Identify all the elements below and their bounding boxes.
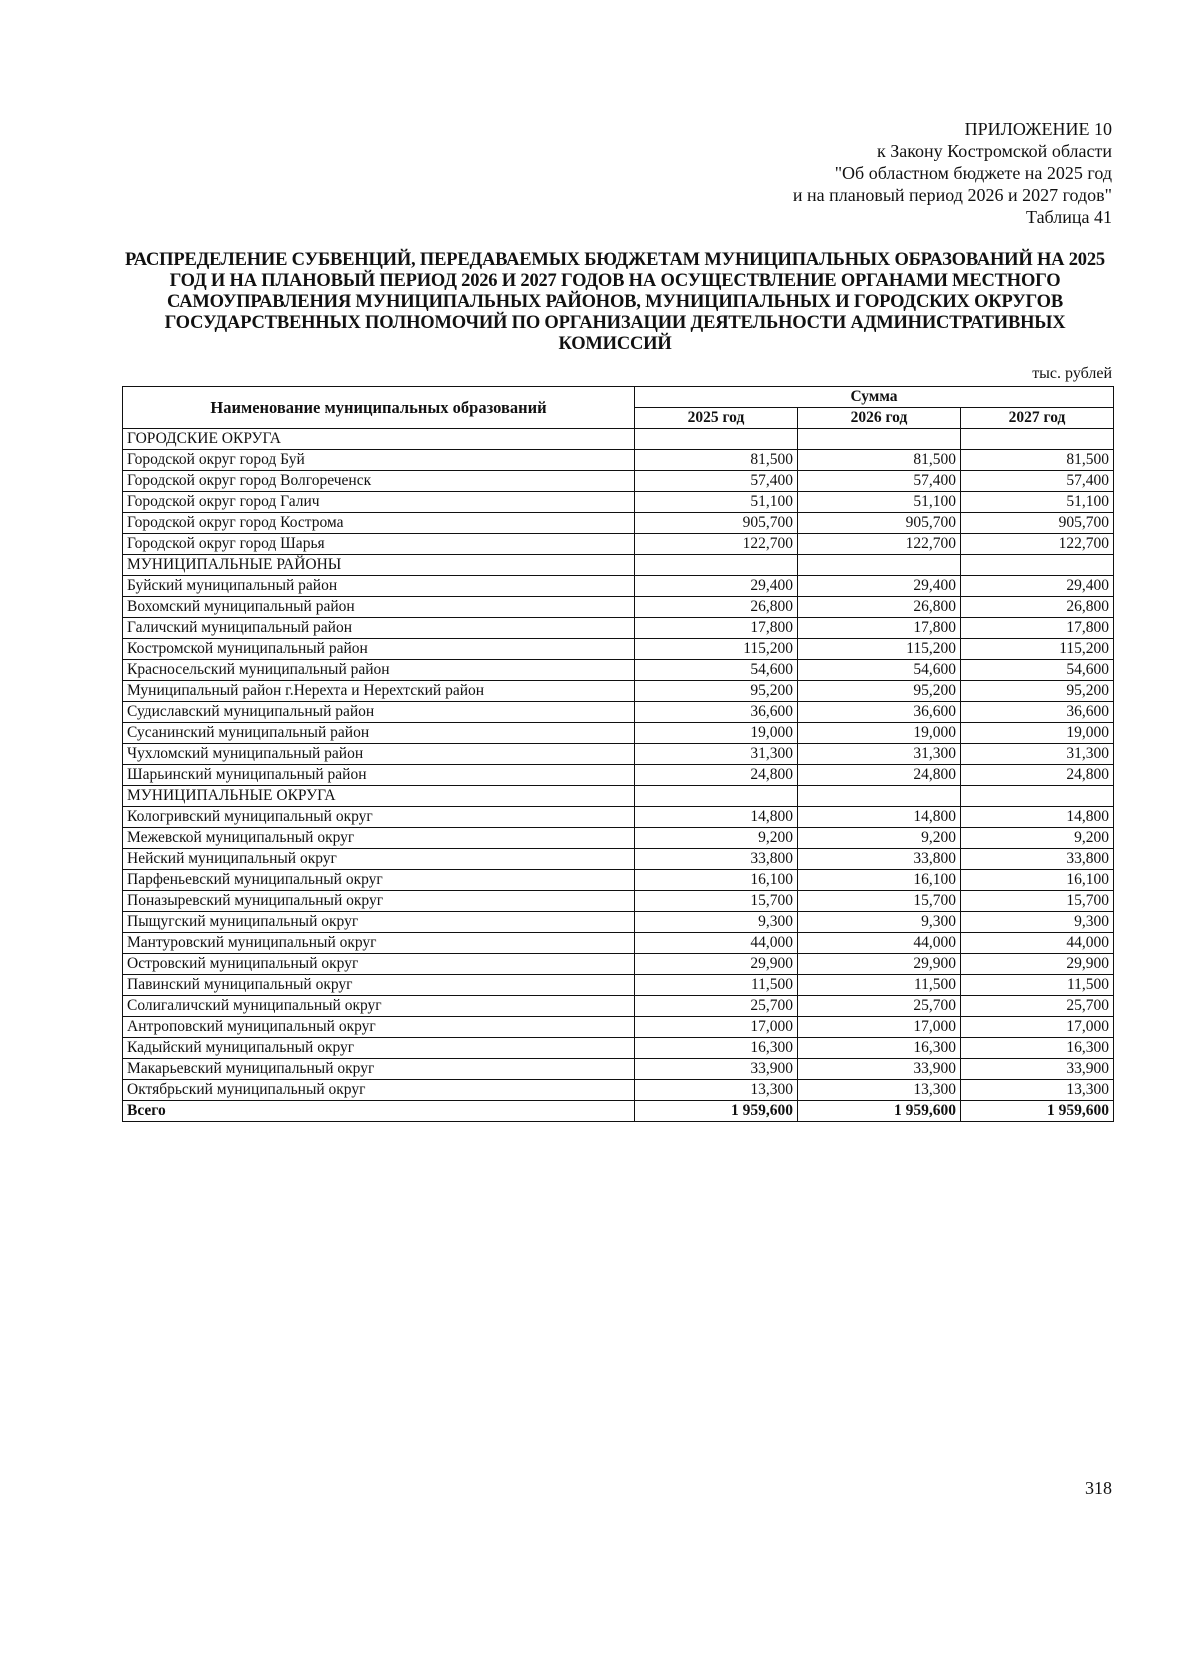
amount-2027: 905,700 — [961, 513, 1114, 534]
amount-2027: 122,700 — [961, 534, 1114, 555]
municipality-name: Антроповский муниципальный округ — [123, 1017, 635, 1038]
table-row — [123, 744, 1114, 765]
amount-2027: 29,900 — [961, 954, 1114, 975]
amount-2027: 29,400 — [961, 576, 1114, 597]
table-row — [123, 828, 1114, 849]
municipality-name: Поназыревский муниципальный округ — [123, 891, 635, 912]
amount-2025 — [635, 555, 798, 576]
amount-2025: 81,500 — [635, 450, 798, 471]
table-body — [123, 429, 1114, 1122]
municipality-name: Городской округ город Галич — [123, 492, 635, 513]
table-row — [123, 975, 1114, 996]
amount-2027: 15,700 — [961, 891, 1114, 912]
table-row — [123, 891, 1114, 912]
table-row — [123, 492, 1114, 513]
municipality-name: Вохомский муниципальный район — [123, 597, 635, 618]
amount-2025: 16,300 — [635, 1038, 798, 1059]
amount-2027: 36,600 — [961, 702, 1114, 723]
table-row — [123, 597, 1114, 618]
appendix-header — [793, 118, 1112, 228]
amount-2026: 25,700 — [798, 996, 961, 1017]
table-row — [123, 639, 1114, 660]
amount-2026: 57,400 — [798, 471, 961, 492]
amount-2026: 44,000 — [798, 933, 961, 954]
municipality-name: Сусанинский муниципальный район — [123, 723, 635, 744]
municipality-name: Пыщугский муниципальный округ — [123, 912, 635, 933]
table-row — [123, 618, 1114, 639]
municipality-name: Шарьинский муниципальный район — [123, 765, 635, 786]
amount-2027: 11,500 — [961, 975, 1114, 996]
amount-2025: 15,700 — [635, 891, 798, 912]
amount-2027 — [961, 555, 1114, 576]
amount-2025: 31,300 — [635, 744, 798, 765]
amount-2027 — [961, 429, 1114, 450]
table-row — [123, 933, 1114, 954]
amount-2025: 14,800 — [635, 807, 798, 828]
amount-2027: 54,600 — [961, 660, 1114, 681]
amount-2026: 51,100 — [798, 492, 961, 513]
municipality-name: Павинский муниципальный округ — [123, 975, 635, 996]
amount-2025: 11,500 — [635, 975, 798, 996]
table-row — [123, 954, 1114, 975]
amount-2025: 54,600 — [635, 660, 798, 681]
municipality-name: Костромской муниципальный район — [123, 639, 635, 660]
amount-2025: 1 959,600 — [635, 1101, 798, 1122]
amount-2025: 36,600 — [635, 702, 798, 723]
amount-2026: 15,700 — [798, 891, 961, 912]
municipality-name: Городской округ город Шарья — [123, 534, 635, 555]
amount-2026: 9,200 — [798, 828, 961, 849]
amount-2027: 95,200 — [961, 681, 1114, 702]
amount-2026: 81,500 — [798, 450, 961, 471]
amount-2025: 26,800 — [635, 597, 798, 618]
column-header-2026: 2026 год — [798, 408, 961, 429]
amount-2025 — [635, 786, 798, 807]
section-row — [123, 786, 1114, 807]
subsidy-table — [122, 386, 1114, 1122]
amount-2027: 44,000 — [961, 933, 1114, 954]
amount-2025: 122,700 — [635, 534, 798, 555]
amount-2026: 95,200 — [798, 681, 961, 702]
municipality-name: Мантуровский муниципальный округ — [123, 933, 635, 954]
amount-2026: 31,300 — [798, 744, 961, 765]
municipality-name: Кологривский муниципальный округ — [123, 807, 635, 828]
amount-2025: 29,900 — [635, 954, 798, 975]
municipality-name: Нейский муниципальный округ — [123, 849, 635, 870]
municipality-name: Парфеньевский муниципальный округ — [123, 870, 635, 891]
table-row — [123, 681, 1114, 702]
table-row — [123, 1059, 1114, 1080]
amount-2026: 17,000 — [798, 1017, 961, 1038]
amount-2027: 31,300 — [961, 744, 1114, 765]
amount-2026: 1 959,600 — [798, 1101, 961, 1122]
table-row — [123, 702, 1114, 723]
amount-2026: 16,100 — [798, 870, 961, 891]
amount-2026: 17,800 — [798, 618, 961, 639]
amount-2027: 24,800 — [961, 765, 1114, 786]
amount-2025: 16,100 — [635, 870, 798, 891]
amount-2026: 29,900 — [798, 954, 961, 975]
total-row — [123, 1101, 1114, 1122]
amount-2027: 26,800 — [961, 597, 1114, 618]
column-header-name: Наименование муниципальных образований — [123, 387, 635, 429]
amount-2025: 17,800 — [635, 618, 798, 639]
municipality-name: Макарьевский муниципальный округ — [123, 1059, 635, 1080]
section-label: ГОРОДСКИЕ ОКРУГА — [123, 429, 635, 450]
amount-2025: 29,400 — [635, 576, 798, 597]
amount-2027: 81,500 — [961, 450, 1114, 471]
table-row — [123, 807, 1114, 828]
law-reference: к Закону Костромской области — [876, 141, 1112, 161]
amount-2027: 17,800 — [961, 618, 1114, 639]
amount-2027: 57,400 — [961, 471, 1114, 492]
amount-2025 — [635, 429, 798, 450]
amount-2025: 51,100 — [635, 492, 798, 513]
amount-2025: 9,300 — [635, 912, 798, 933]
column-header-2027: 2027 год — [961, 408, 1114, 429]
amount-2026: 33,900 — [798, 1059, 961, 1080]
amount-2025: 57,400 — [635, 471, 798, 492]
law-title-line-2: и на плановый период 2026 и 2027 годов" — [792, 185, 1112, 205]
municipality-name: Галичский муниципальный район — [123, 618, 635, 639]
amount-2027 — [961, 786, 1114, 807]
appendix-label: ПРИЛОЖЕНИЕ 10 — [964, 119, 1112, 139]
document-title: РАСПРЕДЕЛЕНИЕ СУБВЕНЦИЙ, ПЕРЕДАВАЕМЫХ БЮДЖЕТАМ МУНИЦИПАЛЬНЫХ ОБРАЗОВАНИЙ НА 2025 ГОД И НА ПЛАНОВЫЙ ПЕРИОД 2026 И 2027 ГОДОВ НА ОСУЩЕСТВЛЕНИЕ ОРГАНАМИ МЕСТНОГО САМОУПРАВЛЕНИЯ МУНИЦИПАЛЬНЫХ РАЙОНОВ, МУНИЦИПАЛЬНЫХ И ГОРОДСКИХ ОКРУГОВ ГОСУДАРСТВЕННЫХ ПОЛНОМОЧИЙ ПО ОРГАНИЗАЦИИ ДЕЯТЕЛЬНОСТИ АДМИНИСТРАТИВНЫХ КОМИССИЙ — [125, 250, 1105, 354]
units-label: тыс. рублей — [1032, 365, 1112, 382]
amount-2026: 122,700 — [798, 534, 961, 555]
municipality-name: Буйский муниципальный район — [123, 576, 635, 597]
table-row — [123, 1038, 1114, 1059]
amount-2025: 33,900 — [635, 1059, 798, 1080]
amount-2026 — [798, 786, 961, 807]
amount-2027: 19,000 — [961, 723, 1114, 744]
amount-2027: 17,000 — [961, 1017, 1114, 1038]
amount-2025: 24,800 — [635, 765, 798, 786]
amount-2027: 33,900 — [961, 1059, 1114, 1080]
amount-2026: 11,500 — [798, 975, 961, 996]
table-row — [123, 471, 1114, 492]
table-row — [123, 450, 1114, 471]
section-row — [123, 429, 1114, 450]
amount-2026: 14,800 — [798, 807, 961, 828]
amount-2025: 95,200 — [635, 681, 798, 702]
amount-2025: 25,700 — [635, 996, 798, 1017]
amount-2026: 26,800 — [798, 597, 961, 618]
table-row — [123, 723, 1114, 744]
amount-2026: 24,800 — [798, 765, 961, 786]
amount-2026 — [798, 555, 961, 576]
column-header-sum: Сумма — [635, 387, 1114, 408]
municipality-name: Межевской муниципальный округ — [123, 828, 635, 849]
table-row — [123, 996, 1114, 1017]
amount-2027: 16,100 — [961, 870, 1114, 891]
amount-2026: 13,300 — [798, 1080, 961, 1101]
table-row — [123, 576, 1114, 597]
amount-2027: 1 959,600 — [961, 1101, 1114, 1122]
section-label: МУНИЦИПАЛЬНЫЕ ОКРУГА — [123, 786, 635, 807]
table-row — [123, 870, 1114, 891]
amount-2026: 905,700 — [798, 513, 961, 534]
section-row — [123, 555, 1114, 576]
amount-2026 — [798, 429, 961, 450]
amount-2027: 14,800 — [961, 807, 1114, 828]
municipality-name: Судиславский муниципальный район — [123, 702, 635, 723]
amount-2026: 9,300 — [798, 912, 961, 933]
amount-2027: 25,700 — [961, 996, 1114, 1017]
municipality-name: Кадыйский муниципальный округ — [123, 1038, 635, 1059]
table-row — [123, 1080, 1114, 1101]
municipality-name: Всего — [123, 1101, 635, 1122]
amount-2027: 115,200 — [961, 639, 1114, 660]
amount-2026: 19,000 — [798, 723, 961, 744]
amount-2026: 33,800 — [798, 849, 961, 870]
amount-2027: 9,200 — [961, 828, 1114, 849]
amount-2026: 115,200 — [798, 639, 961, 660]
table-row — [123, 849, 1114, 870]
municipality-name: Городской округ город Волгореченск — [123, 471, 635, 492]
amount-2026: 36,600 — [798, 702, 961, 723]
municipality-name: Солигаличский муниципальный округ — [123, 996, 635, 1017]
amount-2025: 905,700 — [635, 513, 798, 534]
table-row — [123, 660, 1114, 681]
table-row — [123, 1017, 1114, 1038]
amount-2025: 9,200 — [635, 828, 798, 849]
table-row — [123, 513, 1114, 534]
law-title-line-1: "Об областном бюджете на 2025 год — [834, 163, 1112, 183]
amount-2027: 33,800 — [961, 849, 1114, 870]
table-row — [123, 765, 1114, 786]
table-number: Таблица 41 — [1026, 207, 1112, 227]
municipality-name: Чухломский муниципальный район — [123, 744, 635, 765]
amount-2027: 16,300 — [961, 1038, 1114, 1059]
column-header-2025: 2025 год — [635, 408, 798, 429]
amount-2026: 29,400 — [798, 576, 961, 597]
amount-2025: 19,000 — [635, 723, 798, 744]
amount-2026: 54,600 — [798, 660, 961, 681]
page-number: 318 — [1085, 1478, 1112, 1498]
amount-2025: 17,000 — [635, 1017, 798, 1038]
amount-2025: 115,200 — [635, 639, 798, 660]
amount-2027: 13,300 — [961, 1080, 1114, 1101]
table-row — [123, 534, 1114, 555]
amount-2027: 9,300 — [961, 912, 1114, 933]
municipality-name: Городской округ город Кострома — [123, 513, 635, 534]
amount-2027: 51,100 — [961, 492, 1114, 513]
municipality-name: Октябрьский муниципальный округ — [123, 1080, 635, 1101]
table-row — [123, 912, 1114, 933]
amount-2025: 13,300 — [635, 1080, 798, 1101]
amount-2025: 44,000 — [635, 933, 798, 954]
municipality-name: Муниципальный район г.Нерехта и Нерехтский район — [123, 681, 635, 702]
section-label: МУНИЦИПАЛЬНЫЕ РАЙОНЫ — [123, 555, 635, 576]
municipality-name: Красносельский муниципальный район — [123, 660, 635, 681]
municipality-name: Островский муниципальный округ — [123, 954, 635, 975]
amount-2026: 16,300 — [798, 1038, 961, 1059]
amount-2025: 33,800 — [635, 849, 798, 870]
municipality-name: Городской округ город Буй — [123, 450, 635, 471]
